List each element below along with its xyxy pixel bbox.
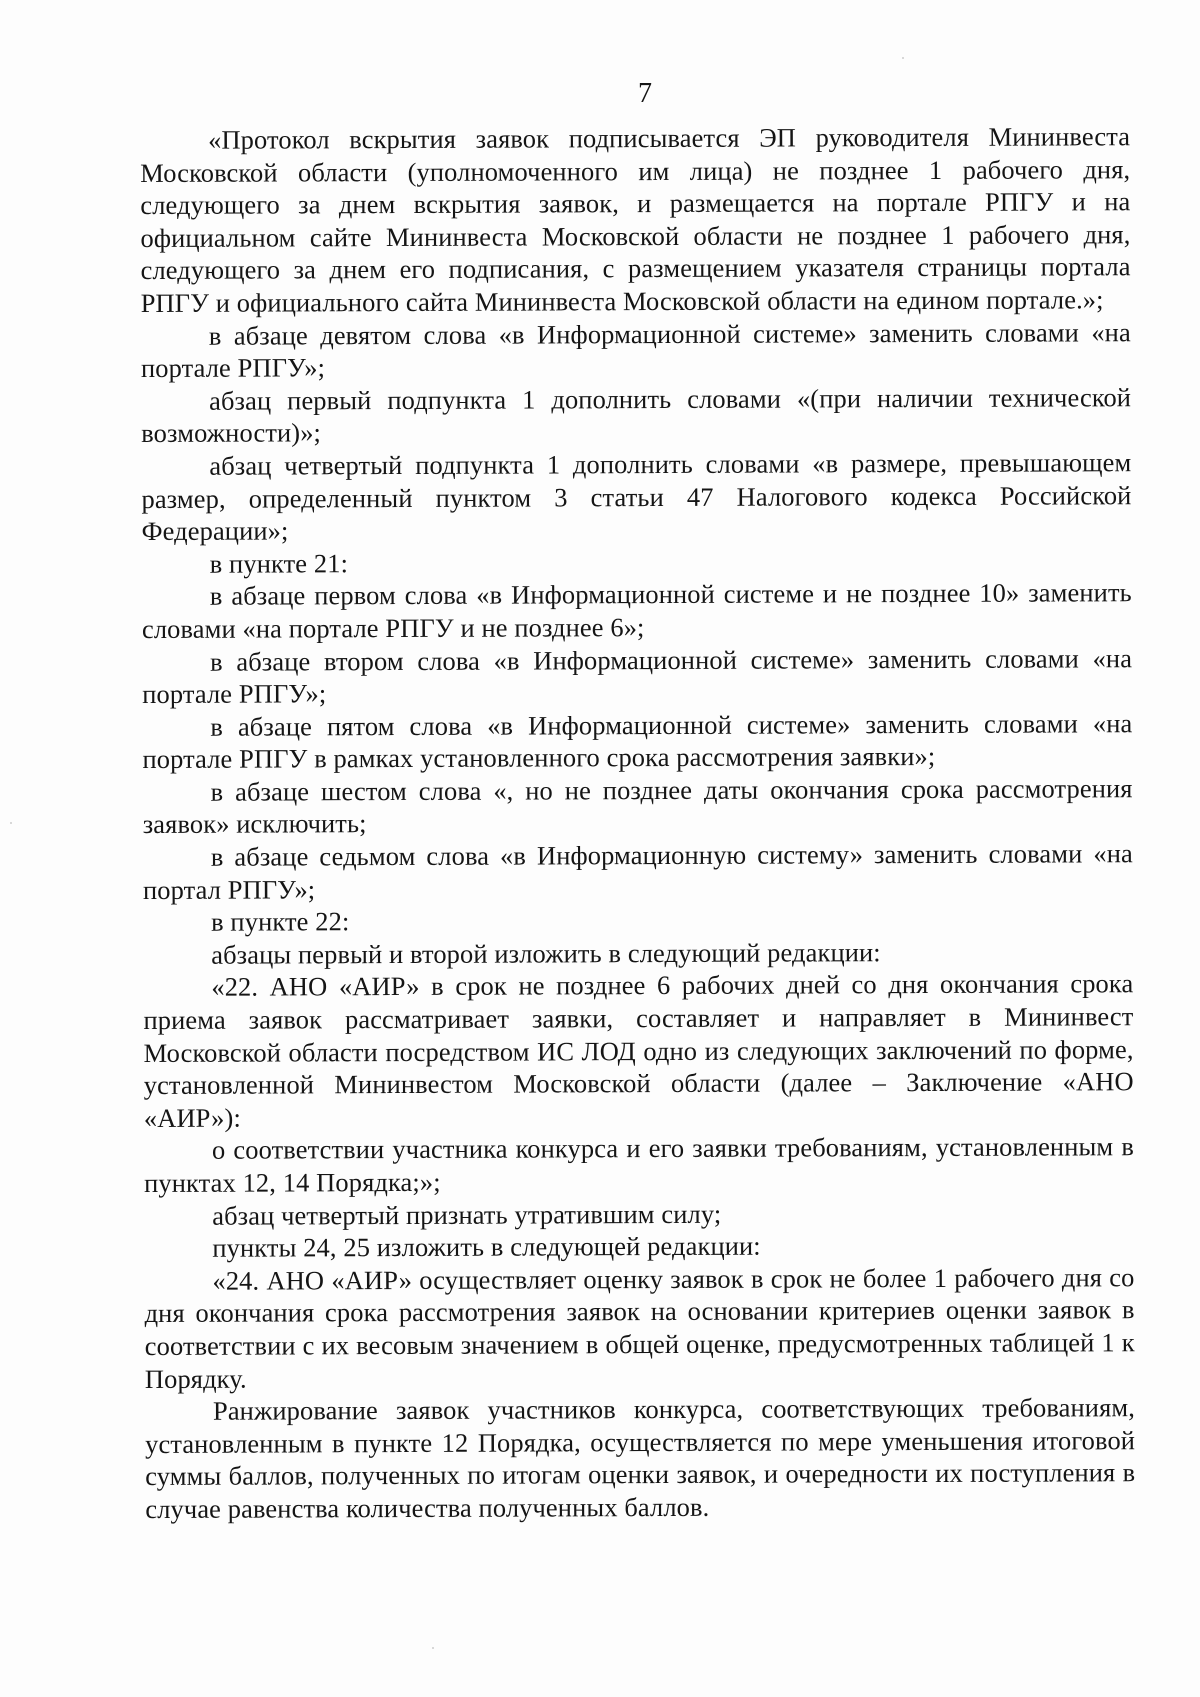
paragraph: пункты 24, 25 изложить в следующей редакции: bbox=[212, 1230, 761, 1263]
scan-mark-bottom bbox=[432, 1647, 434, 1649]
paragraph: в абзаце седьмом слова «в Информационную систему» заменить словами «на портал РПГУ»; bbox=[142, 838, 1133, 905]
paragraph: в абзаце девятом слова «в Информационной системе» заменить словами «на портале РПГУ»; bbox=[140, 316, 1131, 384]
paragraph: абзац четвертый подпункта 1 дополнить словами «в размере, превышающем размер, определенный пунктом 3 статьи 47 Налогового кодекса Российской Федерации»; bbox=[141, 447, 1132, 547]
scan-mark-left bbox=[10, 822, 12, 824]
paragraph: абзац первый подпункта 1 дополнить словами «(при наличии технической возможности)»; bbox=[141, 381, 1132, 449]
paragraph: «24. АНО «АИР» осуществляет оценку заявок в срок не более 1 рабочего дня со дня окончания срока рассмотрения заявок на основании критериев оценки заявок в соответствии с их весовым значением в общей оценке, предусмотренных таблицей 1 к Порядку. bbox=[144, 1261, 1135, 1394]
paragraph: абзацы первый и второй изложить в следующий редакции: bbox=[211, 937, 881, 970]
paragraph: о соответствии участника конкурса и его заявки требованиям, установленным в пунктах 12, 14 Порядка;»; bbox=[144, 1131, 1134, 1198]
paragraph: в абзаце втором слова «в Информационной системе» заменить словами «на портале РПГУ»; bbox=[142, 642, 1133, 710]
document-body bbox=[140, 120, 1135, 1525]
page-number: 7 bbox=[638, 78, 652, 109]
paragraph: «Протокол вскрытия заявок подписывается ЭП руководителя Мининвеста Московской области (уполномоченного им лица) не позднее 1 рабочего дня, следующего за днем вскрытия заявок, и размещается на портале РПГУ и на официальном сайте Мининвеста Московской области не позднее 1 рабочего дня, следующего за днем его подписания, с размещением указателя страницы портала РПГУ и официального сайта Мининвеста Московской области на едином портале.»; bbox=[140, 121, 1131, 318]
scan-mark-right bbox=[902, 57, 904, 59]
paragraph: абзац четвертый признать утратившим силу; bbox=[212, 1198, 722, 1231]
paragraph: в абзаце первом слова «в Информационной системе и не позднее 10» заменить словами «на портале РПГУ и не позднее 6»; bbox=[141, 577, 1132, 644]
paragraph: в абзаце шестом слова «, но не позднее даты окончания срока рассмотрения заявок» исключить; bbox=[142, 773, 1133, 840]
paragraph: «22. АНО «АИР» в срок не позднее 6 рабочих дней со дня окончания срока приема заявок рассматривает заявки, составляет и направляет в Мининвест Московской области посредством ИС ЛОД одно из следующих заключений по форме, установленной Мининвестом Московской области (далее – Заключение «АНО «АИР»): bbox=[143, 968, 1134, 1133]
paragraph: в пункте 22: bbox=[211, 906, 350, 937]
paragraph: Ранжирование заявок участников конкурса, соответствующих требованиям, установленным в пункте 12 Порядка, осуществляется по мере уменьшения итоговой суммы баллов, полученных по итогам оценки заявок, и очередности их поступления в случае равенства количества полученных баллов. bbox=[145, 1392, 1136, 1524]
paragraph: в пункте 21: bbox=[209, 547, 349, 579]
paragraph: в абзаце пятом слова «в Информационной системе» заменить словами «на портале РПГУ в рамках установленного срока рассмотрения заявки»; bbox=[142, 707, 1133, 775]
